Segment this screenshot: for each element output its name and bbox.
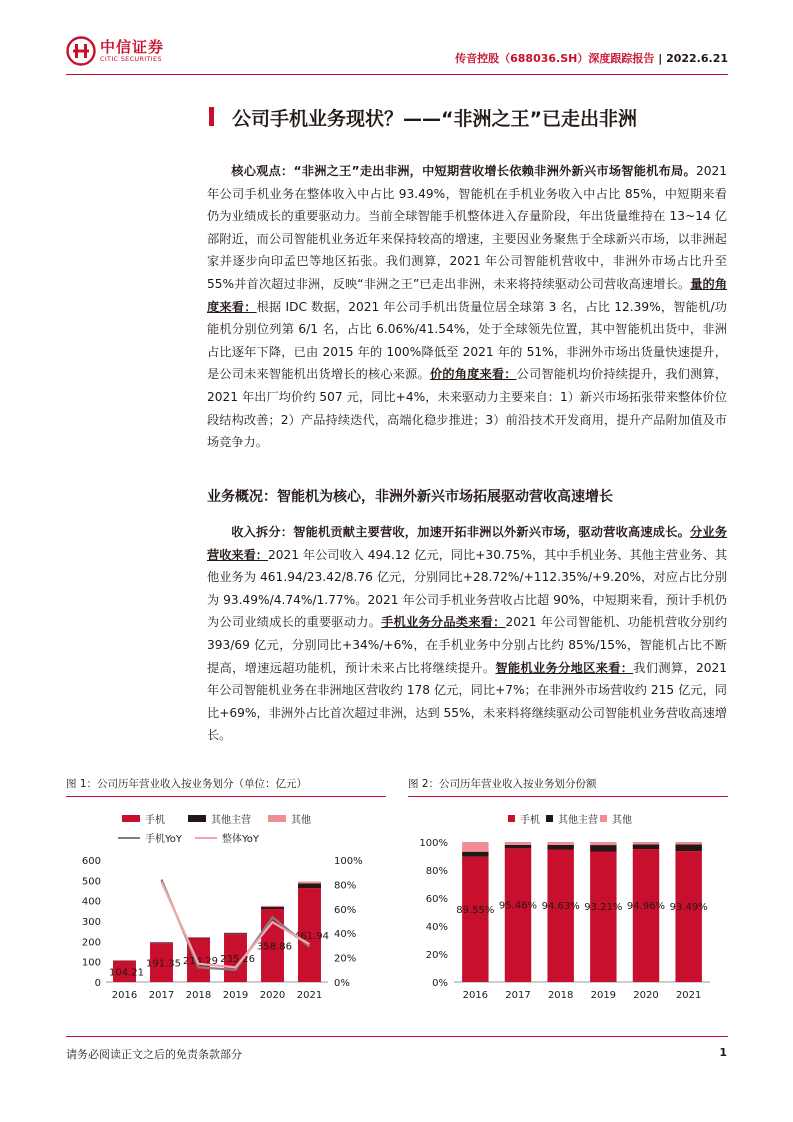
bar-other-main (505, 845, 531, 849)
bar-phone (675, 851, 701, 982)
y-tick-label: 100% (419, 838, 448, 849)
chart-1-legend-other: 其他 (268, 811, 311, 826)
region-text: 我们测算，2021 年公司智能机业务在非洲地区营收约 178 亿元，同比+7%；在非洲外市场营收约 215 亿元，同比+69%，非洲外占比首次超过非洲，达到 55%，未来料将继续驱动公司智能机业务营收高速增长。 (207, 660, 728, 743)
x-tick-label: 2018 (185, 990, 212, 1001)
y2-tick-label: 80% (334, 880, 357, 892)
bar-phone (462, 857, 488, 982)
chart-2-title: 图 2：公司历年营业收入按业务划分份额 (408, 776, 728, 797)
bar-other (224, 933, 247, 934)
data-label: 94.96% (626, 900, 666, 912)
y-tick-label: 300 (81, 917, 101, 928)
y-tick-label: 80% (425, 866, 448, 877)
data-label: 461.94 (294, 931, 329, 943)
data-label: 89.55% (456, 905, 495, 917)
x-tick-label: 2017 (505, 990, 531, 1001)
revenue-breakdown-paragraph (207, 521, 727, 747)
x-tick-label: 2020 (259, 990, 286, 1001)
x-tick-label: 2019 (222, 990, 249, 1001)
chart-1-plot (66, 846, 386, 1006)
data-label: 104.21 (109, 967, 144, 979)
bar-other (633, 842, 659, 844)
y2-tick-label: 100% (334, 856, 363, 867)
section-title (210, 104, 637, 131)
price-heading: 价的角度来看： (429, 367, 517, 382)
data-label: 93.49% (669, 902, 708, 914)
data-label: 214.29 (183, 956, 218, 968)
x-tick-label: 2017 (148, 990, 175, 1001)
y-tick-label: 0% (432, 978, 448, 989)
revenue-lead: 收入拆分：智能机贡献主要营收，加速开拓非洲以外新兴市场，驱动营收高速成长。 (231, 525, 691, 539)
section-title-text: 公司手机业务现状？——“非洲之王”已走出非洲 (232, 108, 637, 130)
chart-1-legend-phone-yoy: 手机YoY (118, 830, 182, 845)
y-tick-label: 400 (81, 896, 101, 908)
header-separator: | (658, 52, 663, 65)
citic-logo-icon (66, 36, 96, 66)
y-tick-label: 40% (425, 922, 448, 933)
bar-other (261, 906, 284, 907)
y-tick-label: 600 (81, 856, 101, 867)
bar-other (187, 937, 210, 938)
y-tick-label: 500 (81, 876, 101, 888)
header-divider (66, 74, 728, 75)
y-tick-label: 100 (81, 957, 101, 969)
core-view-paragraph (207, 160, 727, 454)
bar-other (298, 882, 321, 884)
segment-heading: 分业务营收来看： (207, 525, 728, 562)
y2-tick-label: 0% (334, 978, 350, 989)
data-label: 94.63% (541, 901, 580, 913)
brand-name: 中信证券 (100, 38, 165, 56)
y-tick-label: 60% (425, 894, 448, 905)
bar-other-main (224, 933, 247, 934)
bar-other-main (590, 845, 616, 851)
region-heading: 智能机业务分地区来看： (495, 660, 634, 675)
report-date: 2022.6.21 (666, 52, 728, 65)
business-overview-heading: 业务概况：智能机为核心，非洲外新兴市场拓展驱动营收高速增长 (207, 489, 613, 505)
data-label: 358.86 (257, 941, 292, 953)
data-label: 93.21% (584, 902, 623, 914)
x-tick-label: 2019 (590, 990, 617, 1001)
y2-tick-label: 60% (334, 904, 357, 916)
page-number: 1 (719, 1046, 727, 1059)
data-label: 95.46% (498, 900, 538, 912)
y-tick-label: 200 (81, 937, 101, 949)
volume-text: 根据 IDC 数据，2021 年公司手机出货量位居全球第 3 名，占比 12.39%，智能机/功能机分别位列第 6/1 名，占比 6.06%/41.54%，处于全球领先位置，其中智能机出货中，非洲占比逐年下降，已由 2015 年的 100%降低至 2021 年的 51%，非洲外市场出货量快速提升，是公司未来智能机出货增长的核心来源。 (207, 299, 727, 382)
x-tick-label: 2016 (111, 990, 138, 1001)
category-text: 2021 年公司智能机、功能机营收分别约 393/69 亿元，分别同比+34%/+6%，在手机业务中分别占比约 85%/15%，智能机占比不断提高，增速远超功能机，预计未来占比将继续提升。 (207, 615, 728, 675)
bar-other (675, 842, 701, 844)
chart-2-legend-other: 其他 (600, 811, 632, 826)
y2-tick-label: 40% (334, 929, 357, 941)
y-tick-label: 0 (94, 978, 101, 989)
core-view-lead: 核心观点：“非洲之王”走出非洲，中短期营收增长依赖非洲外新兴市场智能机布局。 (231, 164, 696, 178)
bar-other (462, 842, 488, 852)
report-title: 传音控股（688036.SH）深度跟踪报告 (455, 52, 655, 65)
chart-2-plot (408, 830, 728, 1006)
bar-other-main (675, 844, 701, 851)
chart-1-title: 图 1：公司历年营业收入按业务划分（单位：亿元） (66, 776, 386, 797)
chart-2 (408, 776, 728, 797)
chart-1 (66, 776, 386, 797)
bar-other-main (462, 852, 488, 857)
bar-other (547, 842, 573, 845)
footer-divider (66, 1036, 728, 1037)
y2-tick-label: 20% (334, 953, 357, 965)
bar-other-main (298, 883, 321, 888)
chart-1-legend-total-yoy: 整体YoY (195, 830, 259, 845)
y-tick-label: 20% (425, 950, 448, 961)
price-text: 公司智能机均价持续提升，我们测算，2021 年出厂均价约 507 元，同比+4%，未来驱动力主要来自：1）新兴市场拓张带来整体价位段结构改善；2）产品持续迭代，高端化稳步推进；3）前沿技术开发商用，提升产品附加值及市场竞争力。 (207, 367, 728, 450)
bar-other-main (547, 845, 573, 850)
bar-other-main (261, 907, 284, 909)
bar-phone (633, 849, 659, 982)
bar-phone (590, 852, 616, 982)
data-label: 235.26 (220, 954, 255, 966)
volume-heading: 量的角度来看： (207, 276, 728, 314)
bar-other-main (633, 844, 659, 849)
chart-2-legend-phone: 手机 (508, 811, 540, 826)
logo (66, 36, 164, 66)
x-tick-label: 2016 (462, 990, 489, 1001)
report-meta (455, 50, 728, 66)
segment-text: 2021 年公司收入 494.12 亿元，同比+30.75%，其中手机业务、其他主营业务、其他业务为 461.94/23.42/8.76 亿元，分别同比+28.72%/+112.35%/+9.20%，对应占比分别为 93.49%/4.74%/1.77%。2021 年公司手机业务营收占比超 90%，中短期来看，预计手机仍为公司业绩成长的重要驱动力。 (207, 547, 728, 630)
x-tick-label: 2018 (547, 990, 574, 1001)
bar-phone (547, 850, 573, 982)
x-tick-label: 2021 (296, 990, 323, 1001)
data-label: 191.35 (146, 958, 181, 970)
brand-name-en: CITIC SECURITIES (100, 55, 162, 63)
x-tick-label: 2021 (675, 990, 702, 1001)
page-header (66, 36, 728, 76)
bar-other-main (150, 942, 173, 943)
bar-phone (505, 848, 531, 982)
disclaimer-note: 请务必阅读正文之后的免责条款部分 (66, 1048, 242, 1061)
bar-other (590, 842, 616, 845)
category-heading: 手机业务分品类来看： (381, 615, 506, 630)
bar-other-main (187, 938, 210, 939)
chart-1-legend-phone: 手机 (122, 811, 165, 826)
core-view-text: 2021 年公司手机业务在整体收入中占比 93.49%，智能机在手机业务收入中占比 85%，中短期来看仍为业绩成长的重要驱动力。当前全球智能手机整体进入存量阶段，年出货量维持在 13~14 亿部附近，而公司智能机业务近年来保持较高的增速，主要因业务聚焦于全球新兴市场，以非洲起家并逐步向印孟巴等地区拓张。我们测算，2021 年公司智能机营收中，非洲外市场占比升至 55%并首次超过非洲，反映“非洲之王”已走出非洲，未来将持续驱动公司营收高速增长。 (207, 164, 727, 291)
x-tick-label: 2020 (633, 990, 659, 1001)
chart-1-legend-other-main: 其他主营 (188, 811, 251, 826)
chart-2-legend-other-main: 其他主营 (546, 811, 598, 826)
bar-other (505, 842, 531, 845)
